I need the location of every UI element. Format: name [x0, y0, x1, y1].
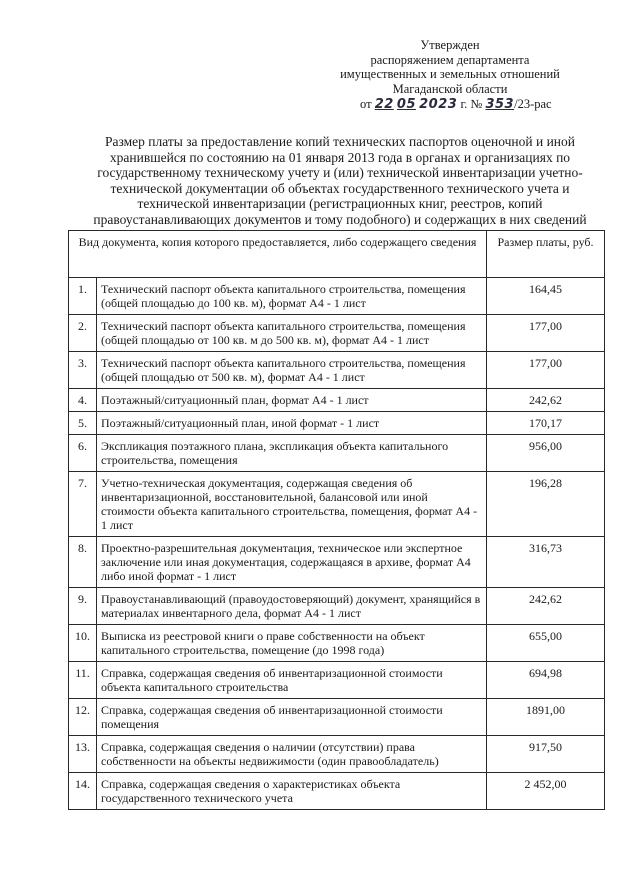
row-price: 2 452,00: [487, 773, 605, 810]
table-row: [69, 352, 605, 389]
row-description: Справка, содержащая сведения об инвентаризационной стоимости помещения: [97, 699, 487, 736]
row-description: Справка, содержащая сведения о характеристиках объекта государственного технического учета: [97, 773, 487, 810]
date-day: 22: [374, 97, 394, 112]
row-price: 164,45: [487, 278, 605, 315]
row-price: 177,00: [487, 352, 605, 389]
table-header-row: [69, 231, 605, 278]
row-description: Правоустанавливающий (правоудостоверяющий) документ, хранящийся в материалах инвентарного дела, формат А4 - 1 лист: [97, 588, 487, 625]
row-number: 3.: [69, 352, 97, 389]
row-description: Учетно-техническая документация, содержащая сведения об инвентаризационной, восстановительной, балансовой или иной стоимости объекта капитального строительства, помещения, формат А4 - 1 лист: [97, 472, 487, 537]
row-number: 13.: [69, 736, 97, 773]
date-month: 05: [396, 97, 416, 112]
number-suffix: /23-рас: [514, 97, 552, 111]
approval-line: Утвержден: [420, 38, 480, 52]
table-row: [69, 472, 605, 537]
approval-block: [330, 38, 570, 113]
row-price: 655,00: [487, 625, 605, 662]
row-description: Технический паспорт объекта капитального строительства, помещения (общей площадью от 100 кв. м до 500 кв. м), формат А4 - 1 лист: [97, 315, 487, 352]
table-row: [69, 662, 605, 699]
row-number: 5.: [69, 412, 97, 435]
table-row: [69, 315, 605, 352]
row-description: Технический паспорт объекта капитального строительства, помещения (общей площадью до 100 кв. м), формат А4 - 1 лист: [97, 278, 487, 315]
table-row: [69, 773, 605, 810]
row-price: 316,73: [487, 537, 605, 588]
row-description: Проектно-разрешительная документация, техническое или экспертное заключение или иная документация, содержащаяся в архиве, формат А4 либо иной формат - 1 лист: [97, 537, 487, 588]
fee-table: [68, 230, 605, 810]
document-number: 353: [485, 97, 515, 112]
table-row: [69, 412, 605, 435]
table-row: [69, 736, 605, 773]
row-number: 7.: [69, 472, 97, 537]
table-row: [69, 435, 605, 472]
row-number: 6.: [69, 435, 97, 472]
approval-line: Магаданской области: [392, 81, 508, 96]
approval-date-line: [330, 97, 570, 113]
date-suffix: г. №: [460, 97, 483, 111]
row-description: Справка, содержащая сведения о наличии (отсутствии) права собственности на объекты недвижимости (один правообладатель): [97, 736, 487, 773]
row-price: 956,00: [487, 435, 605, 472]
row-description: Поэтажный/ситуационный план, формат А4 - 1 лист: [97, 389, 487, 412]
row-number: 9.: [69, 588, 97, 625]
row-description: Поэтажный/ситуационный план, иной формат - 1 лист: [97, 412, 487, 435]
table-row: [69, 588, 605, 625]
row-price: 694,98: [487, 662, 605, 699]
document-title: Размер платы за предоставление копий технических паспортов оценочной и иной хранившейся по состоянию на 01 января 2013 года в органах и организациях по государственному техническому учету и (или) технической инвентаризации учетно-технической документации об объектах государственного технического учета и технической инвентаризации (регистрационных книг, реестров, копий правоустанавливающих документов и тому подобного) и содержащих в них сведений: [93, 134, 587, 227]
row-number: 8.: [69, 537, 97, 588]
header-price: Размер платы, руб.: [487, 231, 605, 278]
header-description: Вид документа, копия которого предоставляется, либо содержащего сведения: [69, 231, 487, 278]
row-description: Технический паспорт объекта капитального строительства, помещения (общей площадью от 500 кв. м), формат А4 - 1 лист: [97, 352, 487, 389]
date-prefix: от: [360, 97, 372, 111]
row-description: Справка, содержащая сведения об инвентаризационной стоимости объекта капитального строительства: [97, 662, 487, 699]
table-row: [69, 625, 605, 662]
date-year: 2023: [419, 97, 458, 112]
table-row: [69, 389, 605, 412]
row-number: 11.: [69, 662, 97, 699]
approval-line: распоряжением департамента: [370, 52, 530, 67]
row-description: Экспликация поэтажного плана, экспликация объекта капитального строительства, помещения: [97, 435, 487, 472]
table-row: [69, 537, 605, 588]
fee-rows: [69, 278, 605, 810]
row-price: 196,28: [487, 472, 605, 537]
approval-line: имущественных и земельных отношений: [340, 67, 560, 81]
row-number: 1.: [69, 278, 97, 315]
row-number: 10.: [69, 625, 97, 662]
row-price: 177,00: [487, 315, 605, 352]
row-price: 242,62: [487, 389, 605, 412]
table-row: [69, 278, 605, 315]
row-number: 2.: [69, 315, 97, 352]
row-price: 242,62: [487, 588, 605, 625]
row-price: 1891,00: [487, 699, 605, 736]
row-number: 14.: [69, 773, 97, 810]
row-number: 12.: [69, 699, 97, 736]
row-price: 170,17: [487, 412, 605, 435]
row-number: 4.: [69, 389, 97, 412]
row-price: 917,50: [487, 736, 605, 773]
row-description: Выписка из реестровой книги о праве собственности на объект капитального строительства, помещение (до 1998 года): [97, 625, 487, 662]
table-row: [69, 699, 605, 736]
